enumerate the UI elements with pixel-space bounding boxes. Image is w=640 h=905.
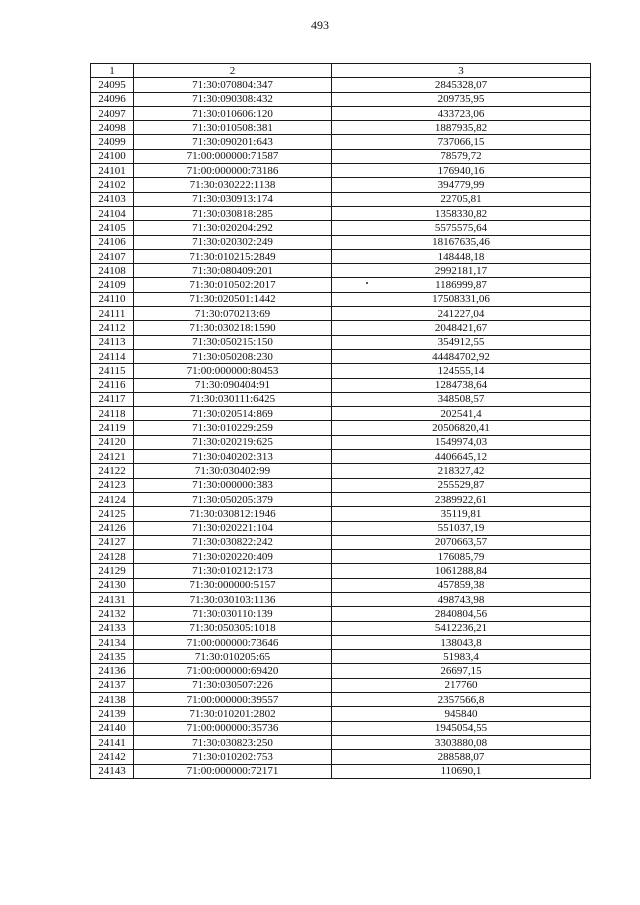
cadastral-number-cell: 71:30:030103:1136 — [134, 592, 332, 606]
table-row — [91, 335, 591, 349]
row-number-cell: 24105 — [91, 221, 134, 235]
row-number-cell: 24133 — [91, 621, 134, 635]
value-cell: 348508,57 — [332, 392, 591, 406]
table-body — [91, 78, 591, 779]
value-cell: 209735,95 — [332, 92, 591, 106]
value-cell: 51983,4 — [332, 650, 591, 664]
value-cell: 288588,07 — [332, 750, 591, 764]
cadastral-number-cell: 71:00:000000:39557 — [134, 693, 332, 707]
value-cell: 124555,14 — [332, 364, 591, 378]
row-number-cell: 24140 — [91, 721, 134, 735]
table-row — [91, 364, 591, 378]
value-cell: 5575575,64 — [332, 221, 591, 235]
row-number-cell: 24119 — [91, 421, 134, 435]
cadastral-number-cell: 71:30:070804:347 — [134, 78, 332, 92]
cadastral-number-cell: 71:00:000000:73646 — [134, 635, 332, 649]
value-cell: 498743,98 — [332, 592, 591, 606]
cadastral-number-cell: 71:30:050215:150 — [134, 335, 332, 349]
value-cell: 176085,79 — [332, 550, 591, 564]
row-number-cell: 24128 — [91, 550, 134, 564]
value-cell: 35119,81 — [332, 507, 591, 521]
cadastral-number-cell: 71:30:010606:120 — [134, 106, 332, 120]
table-row — [91, 149, 591, 163]
cadastral-number-cell: 71:30:030111:6425 — [134, 392, 332, 406]
column-header-2: 2 — [134, 64, 332, 78]
table-row — [91, 492, 591, 506]
table-row — [91, 249, 591, 263]
cadastral-number-cell: 71:30:010229:259 — [134, 421, 332, 435]
table-row — [91, 392, 591, 406]
table-row — [91, 407, 591, 421]
table-row — [91, 307, 591, 321]
cadastral-number-cell: 71:30:030913:174 — [134, 192, 332, 206]
cadastral-number-cell: 71:00:000000:80453 — [134, 364, 332, 378]
table-row — [91, 735, 591, 749]
value-cell: 1945054,55 — [332, 721, 591, 735]
row-number-cell: 24113 — [91, 335, 134, 349]
cadastral-number-cell: 71:30:020514:869 — [134, 407, 332, 421]
value-cell: 17508331,06 — [332, 292, 591, 306]
value-cell: 737066,15 — [332, 135, 591, 149]
table-row — [91, 578, 591, 592]
value-cell: 551037,19 — [332, 521, 591, 535]
value-cell: 78579,72 — [332, 149, 591, 163]
row-number-cell: 24143 — [91, 764, 134, 778]
value-cell: 2357566,8 — [332, 693, 591, 707]
value-cell: 2048421,67 — [332, 321, 591, 335]
value-cell: 1549974,03 — [332, 435, 591, 449]
table-header-row — [91, 64, 591, 78]
table-row — [91, 292, 591, 306]
value-cell: 20506820,41 — [332, 421, 591, 435]
value-cell: 394779,99 — [332, 178, 591, 192]
value-cell: 457859,38 — [332, 578, 591, 592]
cadastral-number-cell: 71:30:010508:381 — [134, 121, 332, 135]
row-number-cell: 24142 — [91, 750, 134, 764]
registry-table — [90, 63, 591, 779]
table-row — [91, 135, 591, 149]
cadastral-number-cell: 71:30:040202:313 — [134, 450, 332, 464]
cadastral-number-cell: 71:00:000000:71587 — [134, 149, 332, 163]
table-row — [91, 235, 591, 249]
value-cell: 110690,1 — [332, 764, 591, 778]
cadastral-number-cell: 71:30:000000:383 — [134, 478, 332, 492]
cadastral-number-cell: 71:30:030507:226 — [134, 678, 332, 692]
cadastral-number-cell: 71:30:010205:65 — [134, 650, 332, 664]
row-number-cell: 24117 — [91, 392, 134, 406]
row-number-cell: 24098 — [91, 121, 134, 135]
table-row — [91, 106, 591, 120]
value-cell: 2845328,07 — [332, 78, 591, 92]
cadastral-number-cell: 71:30:020220:409 — [134, 550, 332, 564]
value-cell: 3303880,08 — [332, 735, 591, 749]
value-cell: 241227,04 — [332, 307, 591, 321]
table-row — [91, 564, 591, 578]
value-cell: 26697,15 — [332, 664, 591, 678]
cadastral-number-cell: 71:00:000000:35736 — [134, 721, 332, 735]
value-cell: 22705,81 — [332, 192, 591, 206]
table-row — [91, 164, 591, 178]
row-number-cell: 24111 — [91, 307, 134, 321]
table-row — [91, 693, 591, 707]
column-header-3: 3 — [332, 64, 591, 78]
row-number-cell: 24121 — [91, 450, 134, 464]
row-number-cell: 24095 — [91, 78, 134, 92]
cadastral-number-cell: 71:30:020219:625 — [134, 435, 332, 449]
row-number-cell: 24139 — [91, 707, 134, 721]
column-header-1: 1 — [91, 64, 134, 78]
row-number-cell: 24137 — [91, 678, 134, 692]
row-number-cell: 24135 — [91, 650, 134, 664]
cadastral-number-cell: 71:30:030222:1138 — [134, 178, 332, 192]
cadastral-number-cell: 71:30:020221:104 — [134, 521, 332, 535]
value-cell: 4406645,12 — [332, 450, 591, 464]
cadastral-number-cell: 71:30:030822:242 — [134, 535, 332, 549]
row-number-cell: 24122 — [91, 464, 134, 478]
table-row — [91, 592, 591, 606]
page-number: 493 — [311, 18, 329, 32]
row-number-cell: 24114 — [91, 349, 134, 363]
table-row — [91, 378, 591, 392]
row-number-cell: 24138 — [91, 693, 134, 707]
table-row — [91, 478, 591, 492]
value-cell: 217760 — [332, 678, 591, 692]
table-row — [91, 264, 591, 278]
cadastral-number-cell: 71:30:020302:249 — [134, 235, 332, 249]
row-number-cell: 24141 — [91, 735, 134, 749]
row-number-cell: 24123 — [91, 478, 134, 492]
row-number-cell: 24131 — [91, 592, 134, 606]
cadastral-number-cell: 71:30:050208:230 — [134, 349, 332, 363]
cadastral-number-cell: 71:30:010202:753 — [134, 750, 332, 764]
value-cell: 1358330,82 — [332, 206, 591, 220]
table-row — [91, 635, 591, 649]
table-row — [91, 221, 591, 235]
row-number-cell: 24107 — [91, 249, 134, 263]
table-row — [91, 78, 591, 92]
value-cell: 1284738,64 — [332, 378, 591, 392]
value-cell: 5412236,21 — [332, 621, 591, 635]
cadastral-number-cell: 71:30:090201:643 — [134, 135, 332, 149]
row-number-cell: 24124 — [91, 492, 134, 506]
cadastral-number-cell: 71:30:000000:5157 — [134, 578, 332, 592]
cadastral-number-cell: 71:30:010502:2017 — [134, 278, 332, 292]
row-number-cell: 24118 — [91, 407, 134, 421]
table-row — [91, 321, 591, 335]
table-row — [91, 607, 591, 621]
row-number-cell: 24101 — [91, 164, 134, 178]
cadastral-number-cell: 71:30:030110:139 — [134, 607, 332, 621]
value-cell: 2840804,56 — [332, 607, 591, 621]
table-row — [91, 92, 591, 106]
table-row — [91, 349, 591, 363]
value-cell: 2992181,17 — [332, 264, 591, 278]
cadastral-number-cell: 71:30:090404:91 — [134, 378, 332, 392]
table-row — [91, 464, 591, 478]
value-cell: 1887935,82 — [332, 121, 591, 135]
row-number-cell: 24120 — [91, 435, 134, 449]
table-row — [91, 750, 591, 764]
table-row — [91, 192, 591, 206]
value-cell: 176940,16 — [332, 164, 591, 178]
cadastral-number-cell: 71:00:000000:72171 — [134, 764, 332, 778]
value-cell: 945840 — [332, 707, 591, 721]
table-row — [91, 535, 591, 549]
value-cell: 18167635,46 — [332, 235, 591, 249]
row-number-cell: 24104 — [91, 206, 134, 220]
value-cell: 2070663,57 — [332, 535, 591, 549]
row-number-cell: 24110 — [91, 292, 134, 306]
value-cell: 2389922,61 — [332, 492, 591, 506]
cadastral-number-cell: 71:30:030818:285 — [134, 206, 332, 220]
table-row — [91, 521, 591, 535]
row-number-cell: 24129 — [91, 564, 134, 578]
row-number-cell: 24096 — [91, 92, 134, 106]
value-cell: 138043,8 — [332, 635, 591, 649]
table-row — [91, 450, 591, 464]
row-number-cell: 24103 — [91, 192, 134, 206]
cadastral-number-cell: 71:30:030812:1946 — [134, 507, 332, 521]
cadastral-number-cell: 71:30:080409:201 — [134, 264, 332, 278]
value-cell: 44484702,92 — [332, 349, 591, 363]
value-cell: 255529,87 — [332, 478, 591, 492]
table-row — [91, 178, 591, 192]
table-row — [91, 278, 591, 292]
row-number-cell: 24097 — [91, 106, 134, 120]
row-number-cell: 24116 — [91, 378, 134, 392]
table-row — [91, 507, 591, 521]
cadastral-number-cell: 71:30:070213:69 — [134, 307, 332, 321]
scan-speck — [366, 282, 368, 284]
value-cell: 433723,06 — [332, 106, 591, 120]
value-cell: 148448,18 — [332, 249, 591, 263]
row-number-cell: 24099 — [91, 135, 134, 149]
value-cell: 1186999,87 — [332, 278, 591, 292]
table-row — [91, 621, 591, 635]
row-number-cell: 24127 — [91, 535, 134, 549]
cadastral-number-cell: 71:00:000000:73186 — [134, 164, 332, 178]
cadastral-number-cell: 71:30:030402:99 — [134, 464, 332, 478]
value-cell: 202541,4 — [332, 407, 591, 421]
cadastral-number-cell: 71:30:020204:292 — [134, 221, 332, 235]
cadastral-number-cell: 71:00:000000:69420 — [134, 664, 332, 678]
table-row — [91, 421, 591, 435]
cadastral-number-cell: 71:30:050205:379 — [134, 492, 332, 506]
row-number-cell: 24109 — [91, 278, 134, 292]
row-number-cell: 24112 — [91, 321, 134, 335]
row-number-cell: 24108 — [91, 264, 134, 278]
table-row — [91, 678, 591, 692]
row-number-cell: 24100 — [91, 149, 134, 163]
table-row — [91, 707, 591, 721]
row-number-cell: 24132 — [91, 607, 134, 621]
table-row — [91, 206, 591, 220]
cadastral-number-cell: 71:30:030218:1590 — [134, 321, 332, 335]
row-number-cell: 24130 — [91, 578, 134, 592]
row-number-cell: 24125 — [91, 507, 134, 521]
row-number-cell: 24134 — [91, 635, 134, 649]
value-cell: 1061288,84 — [332, 564, 591, 578]
table-row — [91, 435, 591, 449]
value-cell: 354912,55 — [332, 335, 591, 349]
row-number-cell: 24102 — [91, 178, 134, 192]
table-row — [91, 650, 591, 664]
cadastral-number-cell: 71:30:030823:250 — [134, 735, 332, 749]
cadastral-number-cell: 71:30:090308:432 — [134, 92, 332, 106]
cadastral-number-cell: 71:30:050305:1018 — [134, 621, 332, 635]
table-row — [91, 721, 591, 735]
value-cell: 218327,42 — [332, 464, 591, 478]
cadastral-number-cell: 71:30:020501:1442 — [134, 292, 332, 306]
table-row — [91, 550, 591, 564]
row-number-cell: 24136 — [91, 664, 134, 678]
table-row — [91, 121, 591, 135]
row-number-cell: 24106 — [91, 235, 134, 249]
table-row — [91, 664, 591, 678]
cadastral-number-cell: 71:30:010215:2849 — [134, 249, 332, 263]
row-number-cell: 24115 — [91, 364, 134, 378]
row-number-cell: 24126 — [91, 521, 134, 535]
table-row — [91, 764, 591, 778]
cadastral-number-cell: 71:30:010212:173 — [134, 564, 332, 578]
cadastral-number-cell: 71:30:010201:2802 — [134, 707, 332, 721]
